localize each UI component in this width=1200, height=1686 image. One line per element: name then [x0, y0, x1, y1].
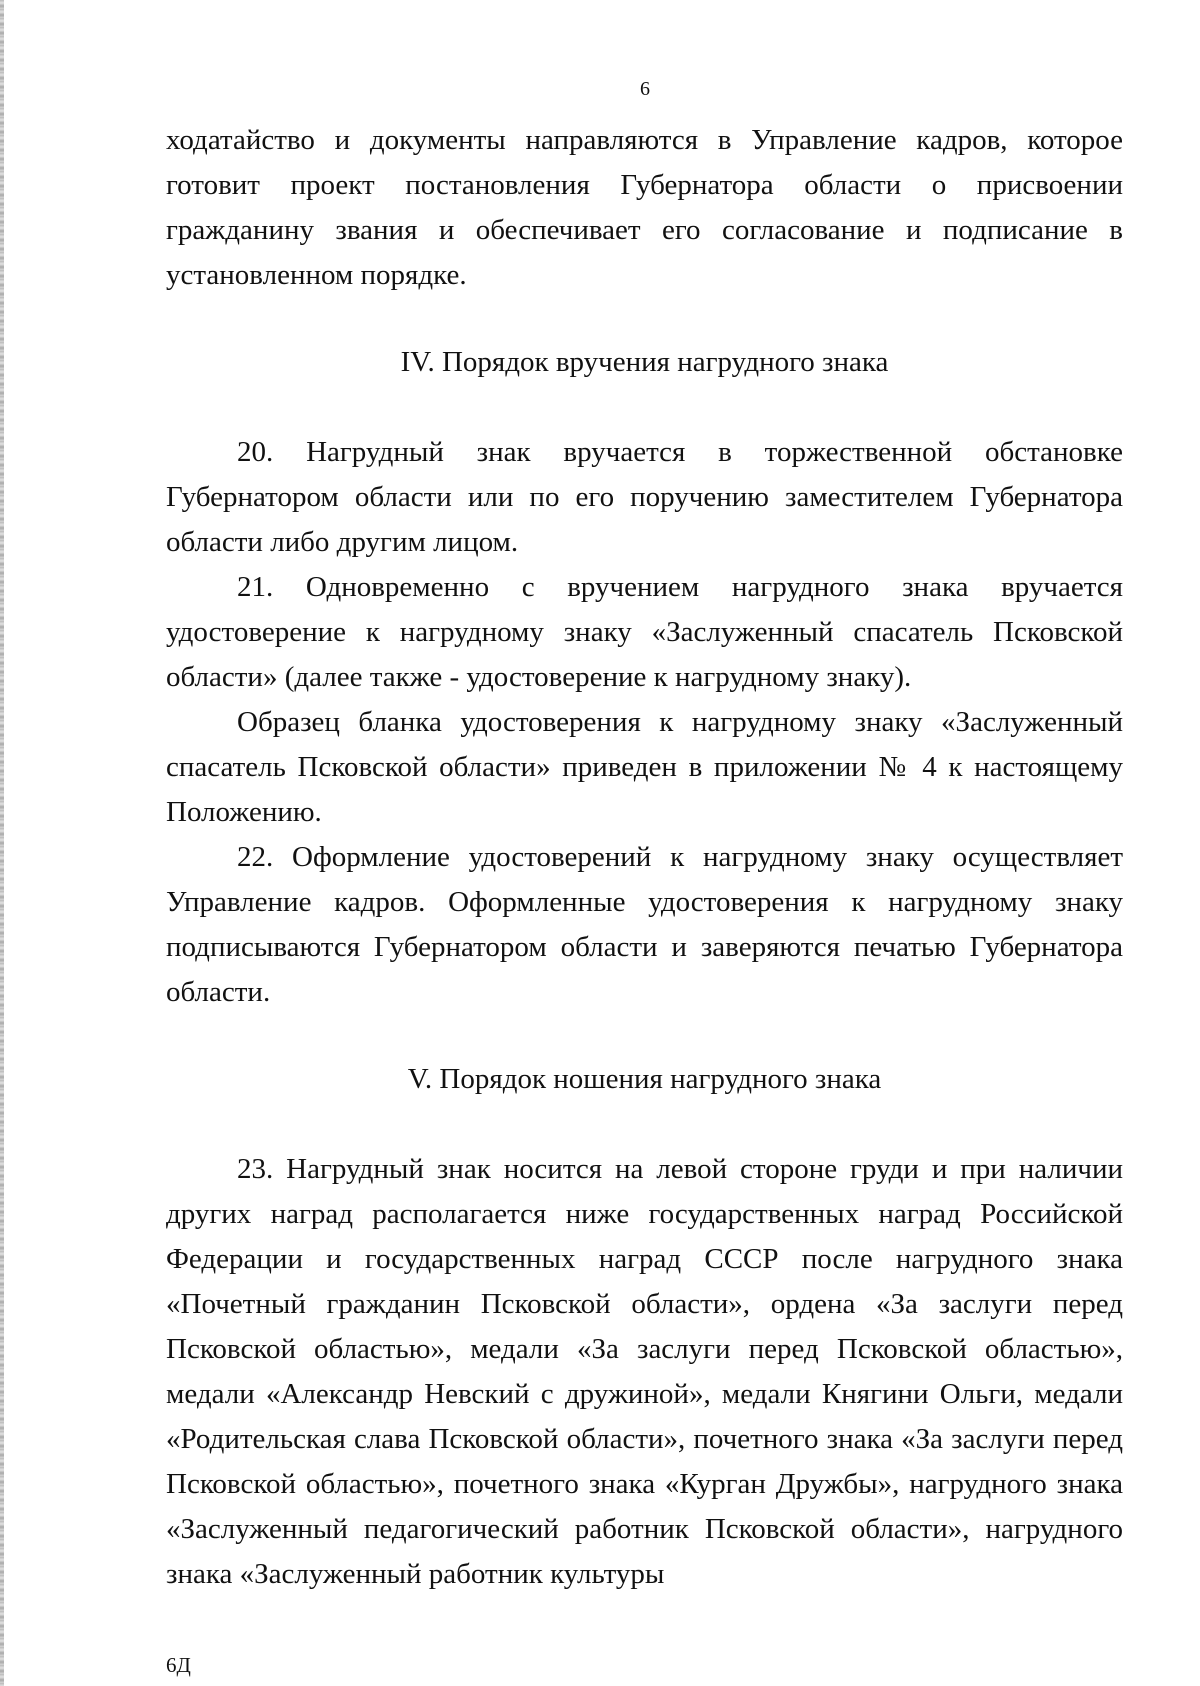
footer-code: 6Д	[166, 1653, 191, 1677]
paragraph-20: 20. Нагрудный знак вручается в торжественной обстановке Губернатором области или по его поручению заместителем Губернатора области либо другим лицом.	[166, 436, 1123, 558]
paragraph-23: 23. Нагрудный знак носится на левой стороне груди и при наличии других наград располагается ниже государственных наград Российской Федерации и государственных наград СССР после нагрудного знака «Почетный гражданин Псковской области», ордена «За заслуги перед Псковской областью», медали «За заслуги перед Псковской областью», медали «Александр Невский с дружиной», медали Княгини Ольги, медали «Родительская слава Псковской области», почетного знака «За заслуги перед Псковской областью», почетного знака «Курган Дружбы», нагрудного знака «Заслуженный педагогический работник Псковской области», нагрудного знака «Заслуженный работник культуры	[166, 1153, 1123, 1590]
section-heading-iv: IV. Порядок вручения нагрудного знака	[400, 346, 889, 378]
document-body	[166, 118, 1123, 1597]
paragraph-continuation: ходатайство и документы направляются в Управление кадров, которое готовит проект постановления Губернатора области о присвоении гражданину звания и обеспечивает его согласование и подписание в установленном порядке.	[166, 124, 1123, 291]
section-heading-v: V. Порядок ношения нагрудного знака	[407, 1063, 882, 1095]
scan-edge	[0, 0, 4, 1686]
page-number: 6	[640, 78, 650, 100]
paragraph-21: 21. Одновременно с вручением нагрудного знака вручается удостоверение к нагрудному знаку «Заслуженный спасатель Псковской области» (далее также - удостоверение к нагрудному знаку).	[166, 571, 1123, 693]
paragraph-22: 22. Оформление удостоверений к нагрудному знаку осуществляет Управление кадров. Оформленные удостоверения к нагрудному знаку подписываются Губернатором области и заверяются печатью Губернатора области.	[166, 841, 1123, 1008]
paragraph-sample-form: Образец бланка удостоверения к нагрудному знаку «Заслуженный спасатель Псковской области» приведен в приложении № 4 к настоящему Положению.	[166, 706, 1123, 828]
